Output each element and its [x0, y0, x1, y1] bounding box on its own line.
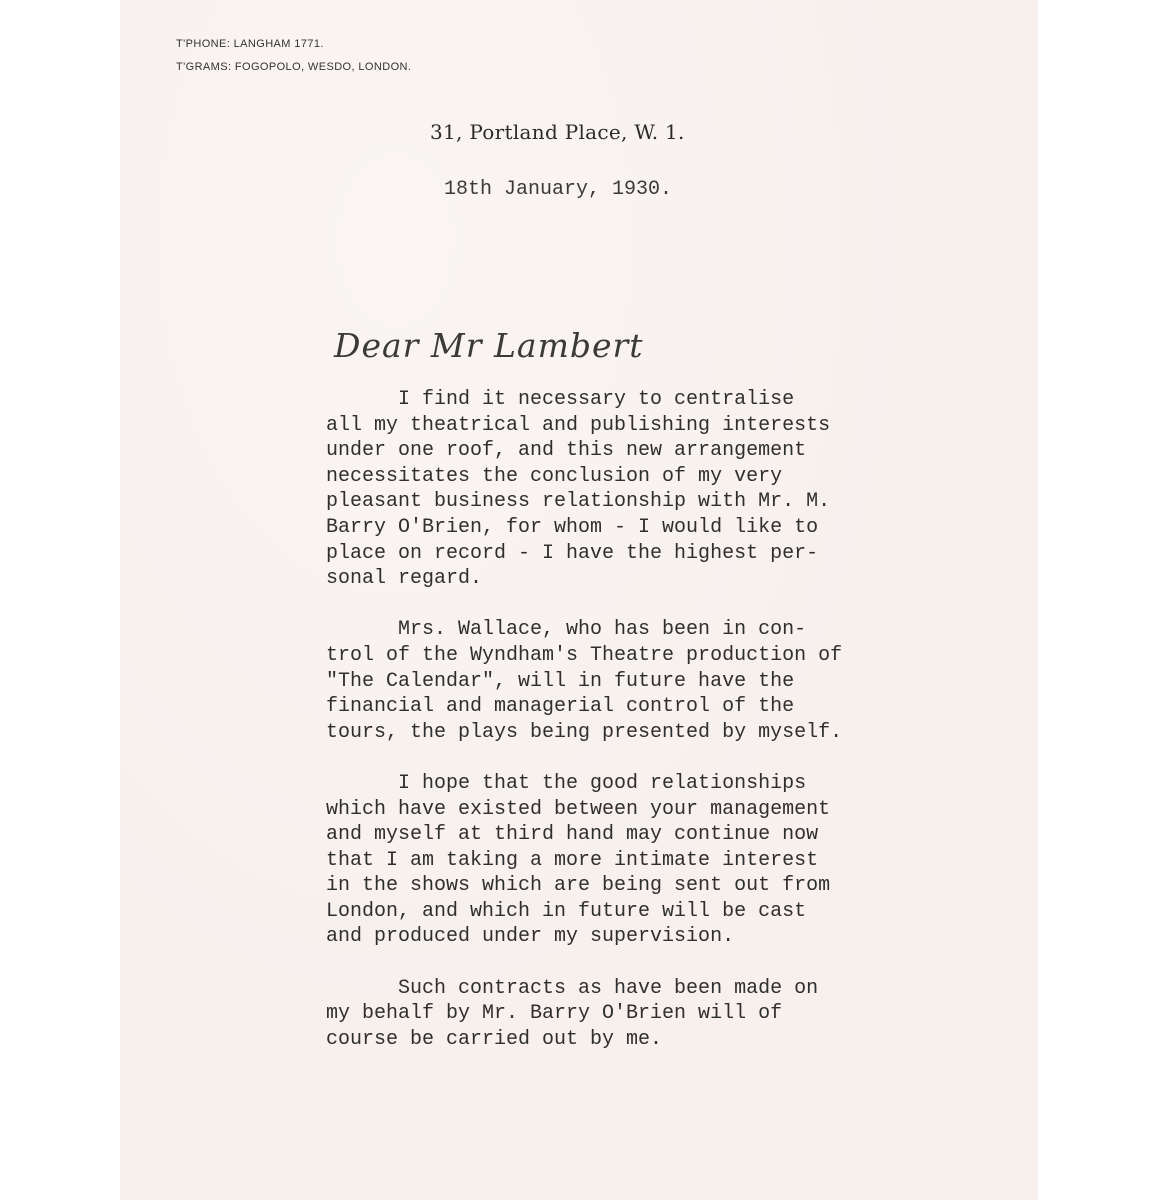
paragraph-2 — [326, 617, 842, 745]
letter-date: 18th January, 1930. — [444, 178, 673, 201]
paragraph-4 — [326, 976, 842, 1053]
body-line: under one roof, and this new arrangement — [326, 439, 807, 463]
paragraph-1 — [326, 387, 842, 592]
handwritten-salutation: Dear Mr Lambert — [334, 326, 644, 365]
body-line: trol of the Wyndham's Theatre production of — [326, 643, 843, 667]
body-line: tours, the plays being presented by myself. — [326, 720, 843, 744]
body-line: "The Calendar", will in future have the — [326, 669, 795, 693]
letter-page — [120, 0, 1038, 1200]
letterhead — [176, 33, 411, 79]
body-line: that I am taking a more intimate interest — [326, 848, 819, 872]
body-line: and myself at third hand may continue now — [326, 823, 819, 847]
body-line: financial and managerial control of the — [326, 695, 795, 719]
body-line: in the shows which are being sent out from — [326, 874, 831, 898]
letter-body — [326, 387, 842, 1078]
body-line: Barry O'Brien, for whom - I would like to — [326, 515, 819, 539]
body-line: Mrs. Wallace, who has been in con- — [326, 618, 807, 642]
paragraph-3 — [326, 771, 842, 950]
body-line: sonal regard. — [326, 567, 483, 591]
body-line: course be carried out by me. — [326, 1027, 663, 1051]
body-line: I find it necessary to centralise — [326, 388, 795, 411]
body-line: which have existed between your management — [326, 797, 831, 821]
body-line: pleasant business relationship with Mr. M. — [326, 490, 831, 514]
body-line: all my theatrical and publishing interests — [326, 413, 831, 437]
body-line: and produced under my supervision. — [326, 925, 735, 949]
sender-address: 31, Portland Place, W. 1. — [430, 120, 685, 144]
body-line: London, and which in future will be cast — [326, 899, 807, 923]
letterhead-phone: T'PHONE: LANGHAM 1771. — [176, 38, 324, 50]
body-line: I hope that the good relationships — [326, 771, 807, 795]
body-line: Such contracts as have been made on — [326, 976, 819, 1000]
body-line: necessitates the conclusion of my very — [326, 464, 783, 488]
letterhead-telegrams: T'GRAMS: FOGOPOLO, WESDO, LONDON. — [176, 61, 412, 73]
body-line: my behalf by Mr. Barry O'Brien will of — [326, 1002, 783, 1026]
body-line: place on record - I have the highest per- — [326, 541, 819, 565]
